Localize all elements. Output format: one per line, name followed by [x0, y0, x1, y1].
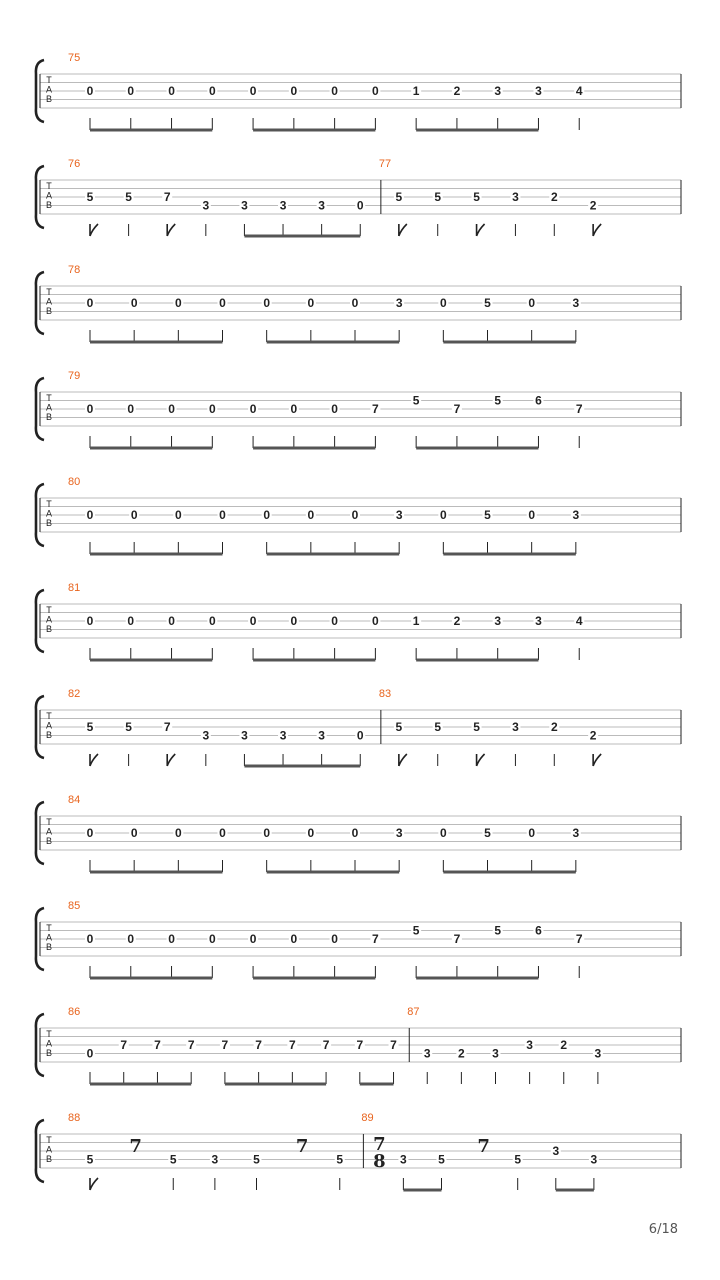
tab-clef-letter: A: [45, 614, 53, 625]
fret-number: 3: [552, 1144, 560, 1158]
fret-number: 5: [395, 720, 403, 734]
tab-clef-letter: B: [45, 306, 53, 316]
fret-number: 0: [439, 296, 447, 310]
measure-number: 86: [68, 1006, 81, 1018]
fret-number: 2: [550, 720, 558, 734]
note-flag: [90, 1178, 98, 1190]
fret-number: 7: [120, 1038, 128, 1052]
measure-number: 79: [68, 370, 81, 382]
note-flag: [90, 224, 98, 236]
fret-number: 7: [163, 190, 171, 204]
fret-number: 5: [434, 190, 442, 204]
fret-number: 0: [219, 296, 226, 310]
measure-number: 78: [68, 264, 81, 276]
fret-number: 0: [290, 614, 298, 628]
tab-clef-letter: T: [46, 605, 52, 615]
tab-clef-letter: B: [45, 730, 53, 740]
fret-number: 0: [208, 84, 216, 98]
fret-number: 0: [372, 84, 379, 98]
fret-number: 7: [372, 932, 379, 946]
fret-number: 3: [572, 508, 580, 522]
fret-number: 0: [249, 84, 257, 98]
fret-number: 7: [187, 1038, 195, 1052]
fret-number: 0: [208, 932, 216, 946]
fret-number: 5: [86, 720, 94, 734]
fret-number: 0: [249, 614, 257, 628]
fret-number: 0: [331, 932, 338, 946]
fret-number: 5: [253, 1152, 260, 1167]
tab-clef-letter: T: [46, 181, 52, 191]
tab-clef-letter: B: [45, 1048, 53, 1058]
fret-number: 5: [434, 720, 442, 734]
fret-number: 5: [125, 720, 132, 734]
fret-number: 5: [484, 826, 491, 840]
note-flag: [477, 224, 485, 236]
fret-number: 3: [241, 198, 248, 213]
fret-number: 3: [241, 728, 248, 743]
time-signature-bottom: 8: [373, 1151, 386, 1172]
fret-number: 0: [439, 826, 447, 840]
fret-number: 3: [400, 1152, 407, 1167]
note-flag: [90, 754, 98, 766]
fret-number: 5: [473, 720, 480, 734]
fret-number: 0: [86, 402, 94, 416]
fret-number: 2: [453, 84, 461, 98]
fret-number: 0: [208, 402, 216, 416]
fret-number: 3: [535, 84, 542, 98]
fret-number: 0: [174, 296, 182, 310]
tab-clef-letter: T: [46, 287, 52, 297]
fret-number: 0: [86, 614, 94, 628]
measure-number: 84: [68, 794, 81, 806]
fret-number: 3: [318, 198, 325, 213]
measure-number: 77: [378, 158, 392, 170]
fret-number: 5: [395, 190, 403, 204]
fret-number: 0: [290, 932, 298, 946]
fret-number: 3: [279, 728, 287, 743]
tab-clef-letter: B: [45, 942, 53, 952]
fret-number: 2: [453, 614, 461, 628]
fret-number: 0: [127, 84, 135, 98]
fret-number: 0: [307, 508, 315, 522]
tab-clef-letter: A: [45, 1144, 53, 1155]
fret-number: 3: [211, 1152, 219, 1167]
tab-clef-letter: A: [45, 508, 53, 519]
fret-number: 5: [494, 393, 502, 408]
fret-number: 0: [86, 826, 94, 840]
fret-number: 3: [492, 1046, 499, 1061]
fret-number: 4: [575, 614, 583, 628]
fret-number: 0: [168, 84, 175, 98]
fret-number: 2: [589, 728, 597, 743]
fret-number: 0: [331, 614, 338, 628]
fret-number: 0: [528, 296, 536, 310]
fret-number: 0: [290, 84, 298, 98]
fret-number: 6: [535, 923, 542, 938]
fret-number: 7: [372, 402, 379, 416]
tab-clef-letter: A: [45, 720, 53, 731]
fret-number: 0: [307, 296, 315, 310]
tab-clef-letter: T: [46, 817, 52, 827]
tab-clef-letter: A: [45, 84, 53, 95]
eighth-rest: 7: [129, 1136, 142, 1157]
fret-number: 0: [263, 296, 271, 310]
fret-number: 7: [453, 402, 461, 416]
fret-number: 0: [86, 932, 94, 946]
fret-number: 0: [208, 614, 216, 628]
measure-number: 81: [68, 582, 81, 594]
tab-clef-letter: T: [46, 1029, 52, 1039]
measure-number: 88: [68, 1112, 81, 1124]
tab-clef-letter: B: [45, 94, 53, 104]
fret-number: 0: [263, 508, 271, 522]
fret-number: 5: [473, 190, 480, 204]
note-flag: [167, 754, 175, 766]
fret-number: 7: [453, 932, 461, 946]
fret-number: 0: [86, 296, 94, 310]
fret-number: 6: [535, 393, 542, 408]
fret-number: 3: [526, 1038, 533, 1052]
tab-clef-letter: T: [46, 1135, 52, 1145]
tab-clef-letter: A: [45, 296, 53, 307]
fret-number: 0: [127, 932, 135, 946]
fret-number: 0: [290, 402, 298, 416]
fret-number: 3: [512, 190, 519, 204]
tab-clef-letter: B: [45, 518, 53, 528]
fret-number: 3: [494, 614, 502, 628]
tab-clef-letter: T: [46, 499, 52, 509]
fret-number: 5: [412, 923, 420, 938]
tab-clef-letter: T: [46, 711, 52, 721]
fret-number: 5: [484, 508, 491, 522]
fret-number: 3: [423, 1046, 431, 1061]
fret-number: 5: [438, 1152, 445, 1167]
fret-number: 0: [351, 296, 359, 310]
fret-number: 3: [395, 826, 403, 840]
fret-number: 7: [289, 1038, 296, 1052]
fret-number: 0: [174, 508, 182, 522]
fret-number: 7: [221, 1038, 229, 1052]
eighth-rest: 7: [295, 1136, 309, 1157]
fret-number: 7: [163, 720, 171, 734]
fret-number: 0: [307, 826, 315, 840]
measure-number: 87: [407, 1006, 420, 1018]
fret-number: 5: [336, 1152, 344, 1167]
fret-number: 7: [390, 1038, 397, 1052]
fret-number: 2: [560, 1038, 568, 1052]
fret-number: 0: [351, 826, 359, 840]
time-signature-top: 7: [373, 1134, 386, 1155]
tab-clef-letter: T: [46, 923, 52, 933]
tab-clef-letter: T: [46, 393, 52, 403]
measure-number: 75: [68, 52, 81, 64]
fret-number: 3: [279, 198, 287, 213]
note-flag: [399, 754, 407, 766]
fret-number: 0: [130, 826, 138, 840]
fret-number: 3: [594, 1046, 602, 1061]
fret-number: 3: [202, 728, 210, 743]
fret-number: 3: [535, 614, 542, 628]
fret-number: 0: [372, 614, 379, 628]
fret-number: 5: [86, 1152, 94, 1167]
tab-clef-letter: T: [46, 75, 52, 85]
fret-number: 3: [395, 508, 403, 522]
fret-number: 0: [356, 728, 364, 743]
fret-number: 3: [202, 198, 210, 213]
fret-number: 0: [130, 296, 138, 310]
fret-number: 0: [168, 614, 175, 628]
fret-number: 7: [575, 932, 583, 946]
tab-clef-letter: A: [45, 932, 53, 943]
note-flag: [477, 754, 485, 766]
measure-number: 76: [68, 158, 81, 170]
fret-number: 0: [249, 932, 257, 946]
note-flag: [399, 224, 407, 236]
tab-clef-letter: B: [45, 624, 53, 634]
fret-number: 1: [412, 84, 420, 98]
tab-clef-letter: A: [45, 1038, 53, 1049]
note-flag: [167, 224, 175, 236]
fret-number: 3: [572, 296, 580, 310]
measure-number: 85: [68, 900, 81, 912]
fret-number: 3: [395, 296, 403, 310]
note-flag: [593, 754, 601, 766]
fret-number: 0: [168, 402, 175, 416]
fret-number: 0: [528, 508, 536, 522]
measure-number: 83: [378, 688, 392, 700]
fret-number: 0: [174, 826, 182, 840]
fret-number: 0: [331, 84, 338, 98]
fret-number: 4: [575, 84, 583, 98]
page-number: 6/18: [648, 1222, 678, 1237]
fret-number: 0: [439, 508, 447, 522]
tab-clef-letter: B: [45, 1154, 53, 1164]
fret-number: 7: [322, 1038, 330, 1052]
tab-clef-letter: B: [45, 200, 53, 210]
fret-number: 3: [590, 1152, 598, 1167]
fret-number: 1: [412, 614, 420, 628]
fret-number: 0: [351, 508, 359, 522]
fret-number: 0: [263, 826, 271, 840]
fret-number: 5: [169, 1152, 177, 1167]
fret-number: 0: [127, 402, 135, 416]
eighth-rest: 7: [477, 1136, 490, 1157]
fret-number: 2: [589, 198, 597, 213]
fret-number: 5: [86, 190, 94, 204]
fret-number: 7: [154, 1038, 161, 1052]
tab-clef-letter: A: [45, 190, 53, 201]
fret-number: 0: [528, 826, 536, 840]
measure-number: 82: [68, 688, 81, 700]
fret-number: 0: [130, 508, 138, 522]
fret-number: 0: [86, 508, 94, 522]
fret-number: 2: [550, 190, 558, 204]
fret-number: 7: [255, 1038, 262, 1052]
fret-number: 5: [412, 393, 420, 408]
measure-number: 89: [361, 1112, 374, 1124]
fret-number: 5: [125, 190, 132, 204]
fret-number: 0: [168, 932, 175, 946]
note-flag: [593, 224, 601, 236]
fret-number: 2: [458, 1046, 465, 1061]
fret-number: 3: [494, 84, 502, 98]
fret-number: 0: [356, 198, 364, 213]
fret-number: 0: [86, 84, 94, 98]
fret-number: 0: [219, 508, 226, 522]
fret-number: 5: [494, 923, 502, 938]
fret-number: 0: [86, 1046, 94, 1061]
fret-number: 5: [514, 1152, 522, 1167]
fret-number: 5: [484, 296, 491, 310]
tab-clef-letter: A: [45, 402, 53, 413]
fret-number: 0: [127, 614, 135, 628]
tab-clef-letter: B: [45, 836, 53, 846]
fret-number: 0: [219, 826, 226, 840]
tab-clef-letter: B: [45, 412, 53, 422]
fret-number: 0: [249, 402, 257, 416]
tab-clef-letter: A: [45, 826, 53, 837]
fret-number: 0: [331, 402, 338, 416]
fret-number: 7: [356, 1038, 364, 1052]
measure-number: 80: [68, 476, 81, 488]
fret-number: 3: [512, 720, 519, 734]
fret-number: 7: [575, 402, 583, 416]
fret-number: 3: [318, 728, 325, 743]
fret-number: 3: [572, 826, 580, 840]
